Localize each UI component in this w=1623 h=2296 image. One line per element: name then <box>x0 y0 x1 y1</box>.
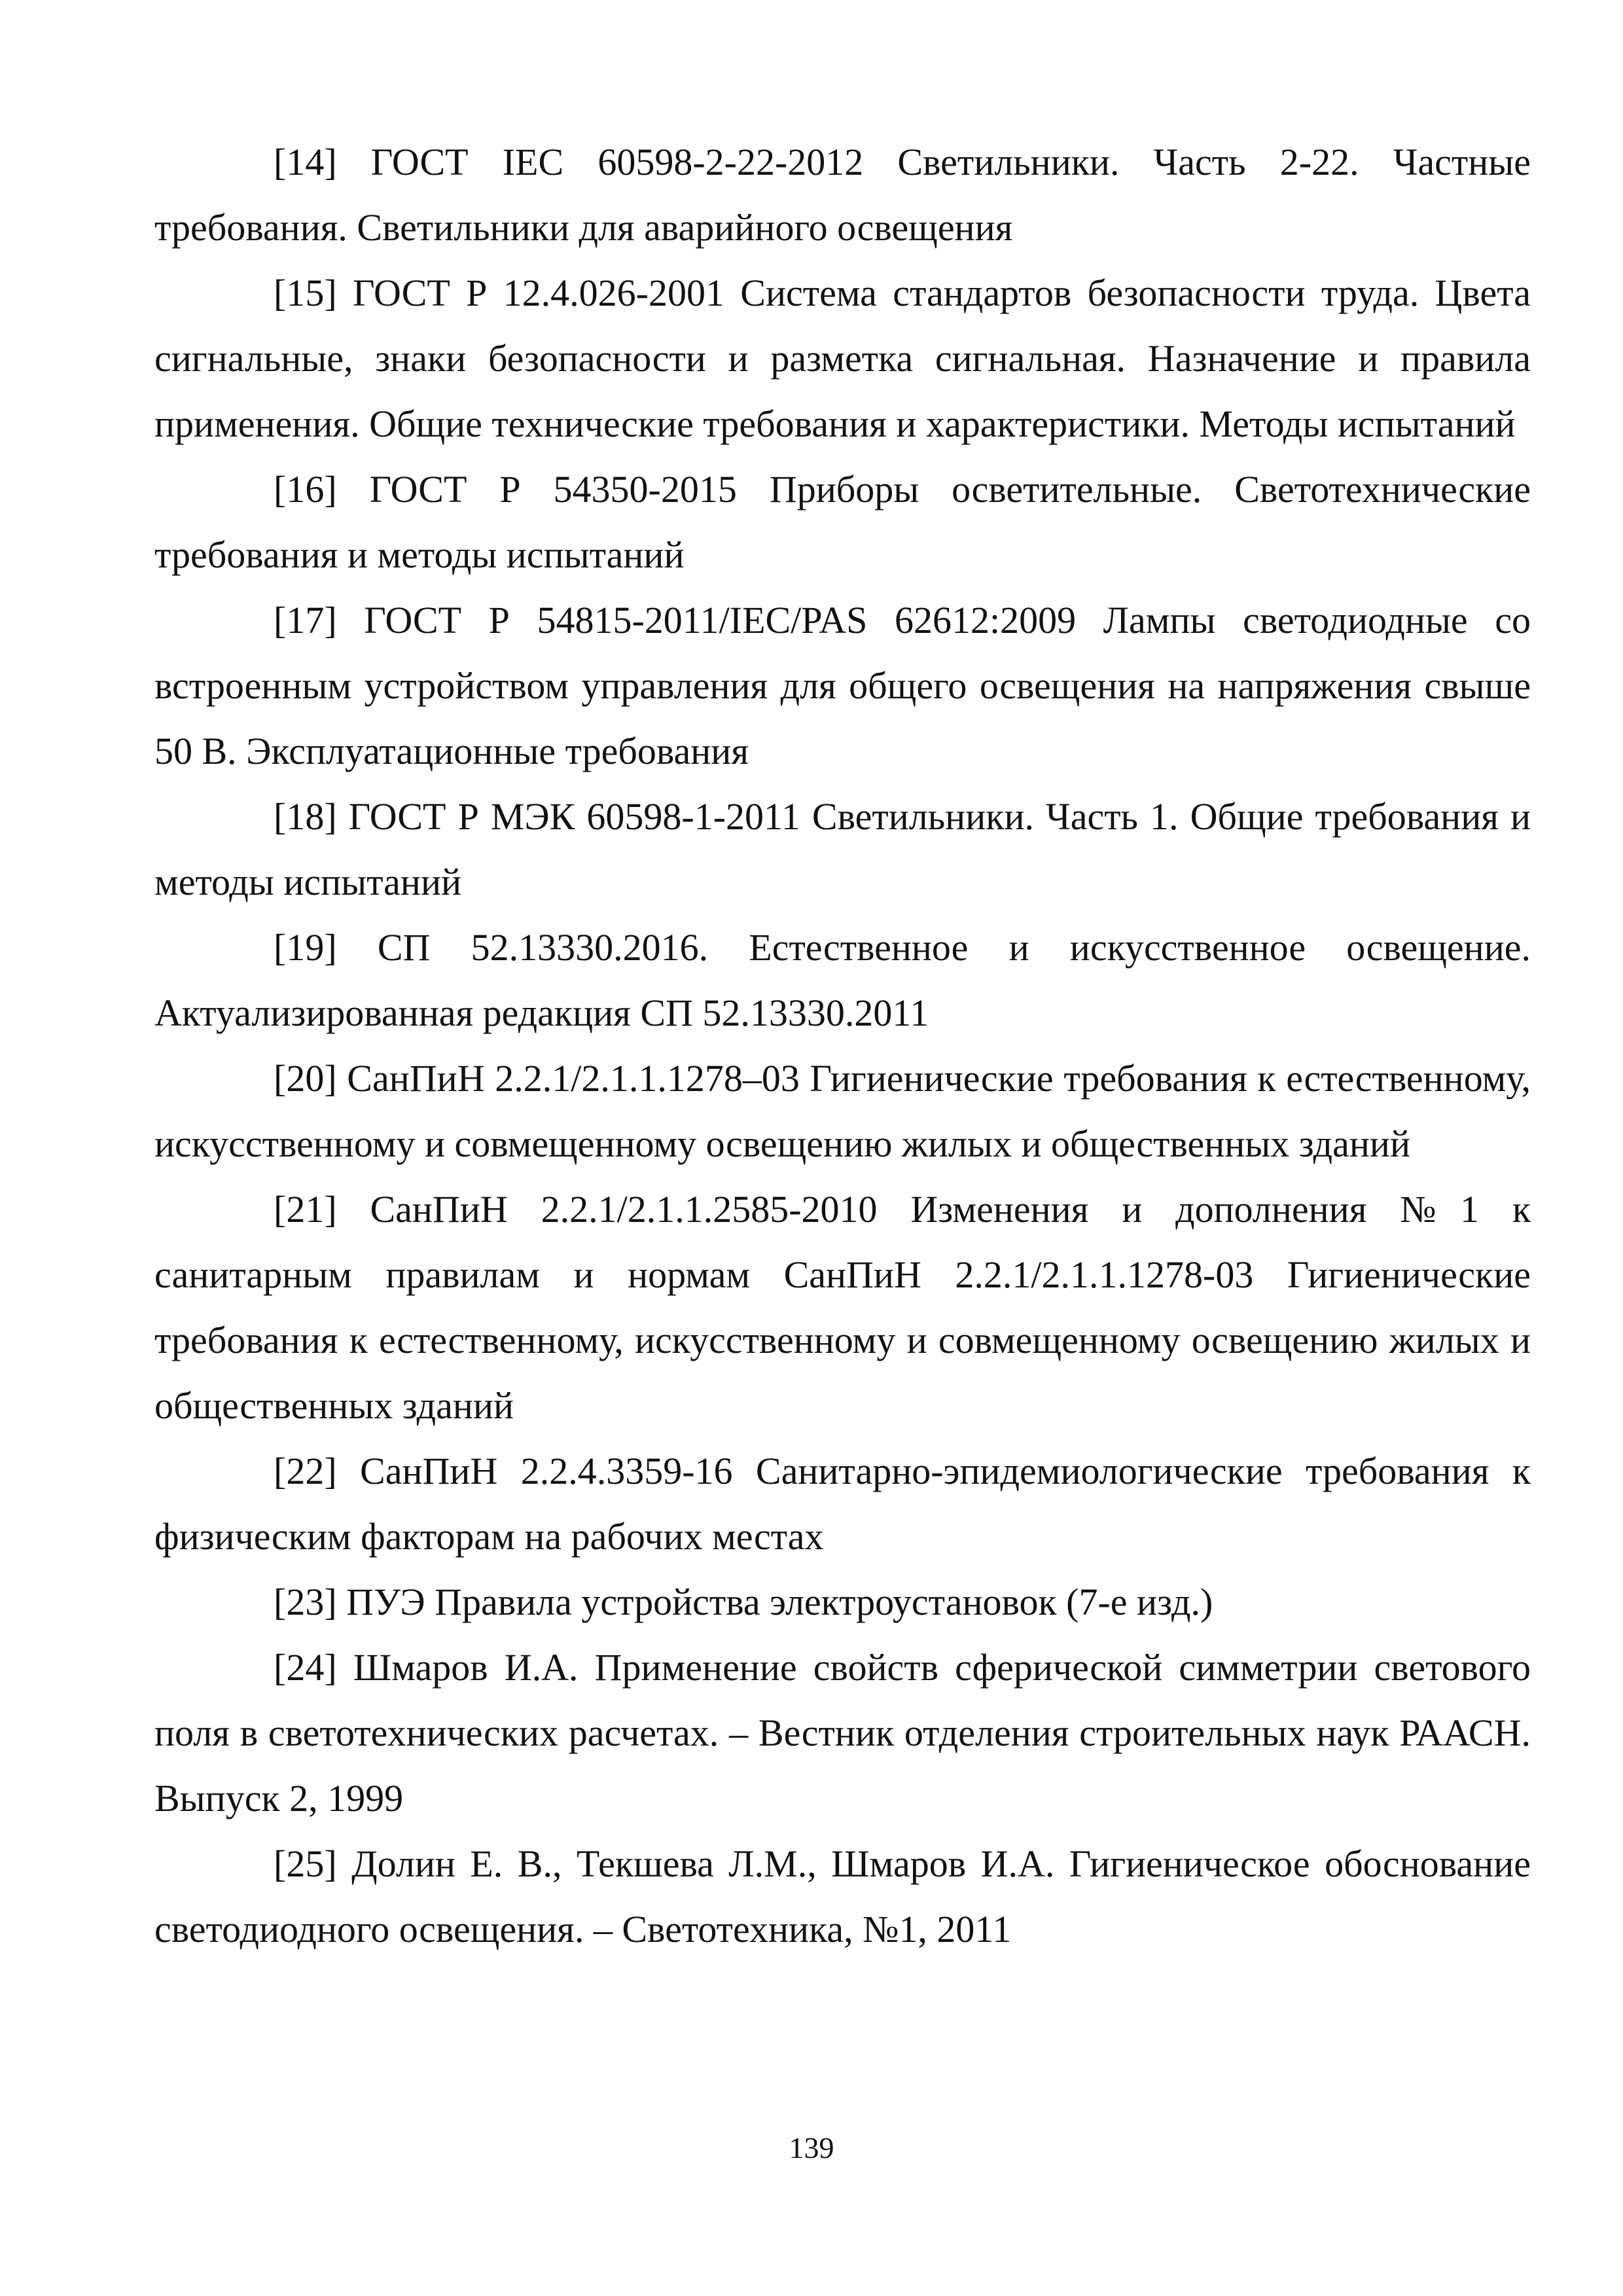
reference-item-19: [19] СП 52.13330.2016. Естественное и искусственное освещение. Актуализированная редакция СП 52.13330.2011 <box>154 926 1531 1034</box>
reference-item-21: [21] СанПиН 2.2.1/2.1.1.2585-2010 Изменения и дополнения №1 к санитарным правилам и нормам СанПиН 2.2.1/2.1.1.1278-03 Гигиенические требования к естественному, искусственному и совмещенному освещению жилых и общественных зданий <box>154 1188 1531 1427</box>
reference-item-14: [14] ГОСТ IEC 60598-2-22-2012 Светильники. Часть 2-22. Частные требования. Светильники для аварийного освещения <box>154 141 1531 249</box>
reference-item-24: [24] Шмаров И.А. Применение свойств сферической симметрии светового поля в светотехнических расчетах. – Вестник отделения строительных наук РААСН. Выпуск 2, 1999 <box>154 1646 1531 1820</box>
reference-item-25: [25] Долин Е. В., Текшева Л.М., Шмаров И.А. Гигиеническое обоснование светодиодного освещения. – Светотехника, №1, 2011 <box>154 1842 1531 1950</box>
reference-item-18: [18] ГОСТ Р МЭК 60598-1-2011 Светильники. Часть 1. Общие требования и методы испытаний <box>154 795 1531 903</box>
reference-item-22: [22] СанПиН 2.2.4.3359-16 Санитарно-эпидемиологические требования к физическим факторам на рабочих местах <box>154 1450 1531 1558</box>
reference-item-20: [20] СанПиН 2.2.1/2.1.1.1278–03 Гигиенические требования к естественному, искусственному и совмещенному освещению жилых и общественных зданий <box>154 1057 1531 1165</box>
reference-list <box>154 130 1531 1962</box>
reference-item-17: [17] ГОСТ Р 54815-2011/IEC/PAS 62612:2009 Лампы светодиодные со встроенным устройством управления для общего освещения на напряжения свыше 50 В. Эксплуатационные требования <box>154 599 1531 772</box>
reference-item-23: [23] ПУЭ Правила устройства электроустановок (7-е изд.) <box>274 1581 1213 1623</box>
reference-item-16: [16] ГОСТ Р 54350-2015 Приборы осветительные. Светотехнические требования и методы испытаний <box>154 468 1531 576</box>
page-number: 139 <box>789 2131 834 2164</box>
reference-item-15: [15] ГОСТ Р 12.4.026-2001 Система стандартов безопасности труда. Цвета сигнальные, знаки безопасности и разметка сигнальная. Назначение и правила применения. Общие технические требования и характеристики. Методы испытаний <box>154 272 1531 445</box>
